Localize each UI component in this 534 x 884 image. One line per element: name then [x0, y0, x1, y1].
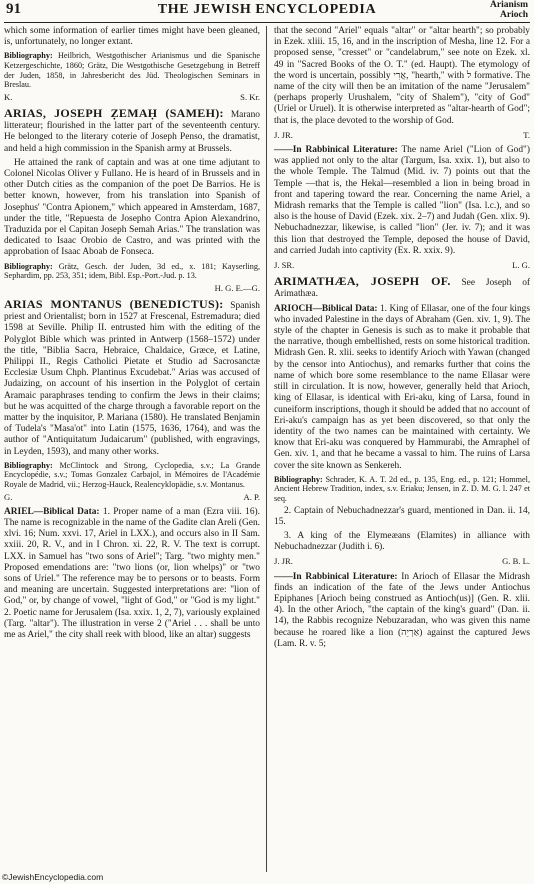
bibliography-label: Bibliography: [274, 474, 323, 484]
page-header [4, 0, 530, 23]
author-signature [4, 283, 260, 294]
paragraph: 3. A king of the Elymeæans (Elamites) in alliance with Nebuchadnezzar (Judith i. 6). [274, 530, 530, 553]
bibliography [4, 461, 260, 490]
bibliography-text: McClintock and Strong, Cyclopedia, s.v.; La Grande Encyclopédie, s.v.; Tomas Gonzalez Carbajol, in Mémoires de l'Académie Royale de Madrid, vii.; Herzog-Hauck, Realencyklopädie, s.v. Montanus. [4, 460, 261, 490]
continued-paragraph: which some information of earlier times might have been gleaned, is, unfortunately, no longer extant. [4, 26, 260, 48]
author-signature [4, 92, 260, 103]
signature-right: S. Kr. [240, 91, 260, 102]
page-number: 91 [6, 1, 21, 17]
bibliography-text: Schrader, K. A. T. 2d ed., p. 135, Eng. ed., p. 121; Hommel, Ancient Hebrew Tradition, index, s.v. Eriaku; Jensen, in Z. D. M. G. l. 247 et seq. [274, 474, 530, 503]
author-signature [274, 260, 530, 271]
entry-text: 1. King of Ellasar, one of the four kings who invaded Palestine in the days of Abraham (Gen. xiv. 1, 9). The style of the chapter in Genesis is such as to make it probable that the narrative, though embellished, rests on some historical tradition. Midrash Gen. R. xlii. seeks to identify Arioch with Yawan (changed by the censor into Antiochus), and remarks further that coins the name of which bore some resemblance to the name Ellasar were still in circulation. It is now, however, generally held that Arioch, king of Ellasar, is identical with Eri-aku, king of Larsa, found in cuneiform inscriptions, though it should be added that no account of Eri-aku's campaign has as yet been discovered, so that only the identity of the two names can be maintained with certainty. We know that Eri-aku was conquered by Hammurabi, the Amraphel of Gen. xiv. 1, and that he became a vassal to him. The ruins of Larsa cover the site known as Senkereh. [274, 303, 531, 471]
signature-left: J. JR. [274, 129, 293, 140]
signature-left: J. SR. [274, 260, 295, 271]
bibliography-label: Bibliography: [4, 51, 53, 61]
bibliography [274, 475, 530, 504]
entry-text: 1. Proper name of a man (Ezra viii. 16). The name is recognizable in the name of the Gadite clan Areli (Gen. xlvi. 16; Num. xxvi. 17, Ariel in LXX.), and occurs also in II Sam. xxiii. 20, R. V., and in I Chron. xi. 22, R. V. The text is corrupt. LXX. in Samuel has "two sons of Ariel"; Targ. "two mighty men." Proposed emendations are: "two lions (or, lion whelps)" or "two sons of Uriel." The reference may be to persons or to beasts. Form and meaning are uncertain. Suggested interpretations are: "lion of God," or, by change of vowel, "light of God," or "God is my light." 2. Poetic name for Jerusalem (Isa. xxix. 1, 2, 7), variously explained (Targ. "altar"). The illustration in verse 2 ("Ariel . . . shall be unto me as Ariel," the city shall reek with blood, like an altar) suggests [4, 506, 260, 641]
signature-right: H. G. E.—G. [214, 282, 260, 293]
entry-ariel [4, 507, 260, 641]
entry-heading: ARIEL—Biblical Data: [4, 506, 100, 517]
entry-arias-montanus [4, 298, 260, 458]
journal-title: THE JEWISH ENCYCLOPEDIA [157, 2, 377, 17]
entry-text: Spanish priest and Orientalist; born in 1527 at Frescenal, Estremadura; died 1598 at Seville. Philip II. entrusted him with the editing of the Polyglot Bible which was printed in Antwerp (1568–1572) under the title, "Biblia Sacra, Hebraice, Chaldaice, Græce, et Latine, Philippi II., Regis Catholici Pietate et Studio ad Sacrosanctæ Ecclesiæ Usum Chph. Plantinus Excudebat." Arias was accused of Judaizing, on account of his insertion in the Polyglot of certain Aramaic paraphrases tending to confirm the Jews in their claims; but he was acquitted of the charge through a favorable report on the matter by the inquisitor, P. Mariana (1580). He translated Benjamin of Tudela's "Masa'ot" into Latin (1575, 1636, 1764), and was the author of "Antiquitatum Judaicarum" (published, with engravings, in Leyden, 1593), and many other works. [4, 301, 260, 457]
cross-reference: See Joseph of Arimathæa. [274, 278, 530, 300]
author-signature [274, 130, 530, 141]
bibliography-label: Bibliography: [4, 261, 53, 271]
bibliography [4, 51, 260, 89]
entry-arimathaea [274, 275, 530, 300]
entry-heading: ARIAS MONTANUS (BENEDICTUS): [4, 297, 224, 312]
rabbinical-section [274, 572, 530, 650]
section-text: The name Ariel ("Lion of God") was applied not only to the altar (Targum, Isa. xxix. 1), but also to the whole Temple. The Talmud (Mid. iv. 7) points out that the Temple —that is, the Hekal—resembled a lion in being broad in front and tapering toward the rear. Concerning the name Ariel, a Midrash remarks that the Temple is called "lion" (Isa. l.c.), and so also is the house of David (Ezek. xix. 2–7) and Judah (Gen. xlix. 9). Nebuchadnezzar, likewise, is called "lion" (Jer. iv. 7); and it was this lion that destroyed the Temple, deposed the house of David, and carried Judah into captivity (Ex. R. xxix. 9). [274, 145, 530, 256]
continued-paragraph: that the second "Ariel" equals "altar" or "altar hearth"; so probably in Ezek. xliii. 15, 16, and in the inscription of Mesha, line 12. For a proposed sense, "cresset" or "candelabrum," see note on Ezek. xl. 49 in "Sacred Books of the O. T." (ed. Haupt). The etymology of the word is uncertain, possibly אֲרִי, "hearth," with ל formative. The name of the city will then be an imitation of the name "Jerusalem" (perhaps properly Urushalem, "city of Shalem"), "city of God" (Uriel or Uruel). It is otherwise interpreted as "altar-hearth of God"; that is, the place devoted to the worship of God. [274, 26, 530, 126]
bibliography [4, 262, 260, 281]
section-heading: ——In Rabbinical Literature: [274, 145, 398, 156]
bibliography-text: Heilbrich, Westgothischer Arianismus und die Spanische Ketzergeschichte, 1860; Grätz, Die Westgothische Gesetzgebung in Betreff der Juden, 1858, in Jahresbericht des Jüd. Theologischen Seminars in Breslau. [4, 51, 261, 90]
running-head-first: Arianism [490, 0, 528, 10]
author-signature [274, 556, 530, 567]
rabbinical-section [274, 145, 530, 257]
section-heading: ——In Rabbinical Literature: [274, 571, 398, 582]
signature-left: K. [4, 91, 13, 102]
signature-right: T. [523, 129, 530, 140]
bibliography-label: Bibliography: [4, 460, 53, 470]
paragraph: He attained the rank of captain and was at one time adjutant to Colonel Nicolas Oliver y Fullano. He is heard of in Brussels and in other Dutch cities as the companion of the poet De Barrios. He is better known, however, from his translation into Spanish of Josephus' "Contra Apionem," which appeared in Amsterdam, 1687, under the title, "Repuesta de Josepho Contra Apion Alexandrino, Traduzida por el Capitan Joseph Semah Arias." The translation was dedicated to Isaac Orobio de Castro, and was printed with the approbation of Isaac Aboab de Fonseca. [4, 157, 260, 258]
entry-heading: ARIOCH—Biblical Data: [274, 303, 378, 314]
entry-heading: ARIMATHÆA, JOSEPH OF. [274, 274, 451, 289]
signature-right: L. G. [512, 260, 530, 271]
entry-heading: ARIAS, JOSEPH ẒEMAḤ (SAMEH): [4, 105, 224, 120]
author-signature [4, 492, 260, 503]
bibliography-text: Grätz, Gesch. der Juden, 3d ed., x. 181; Kayserling, Sephardim, pp. 253, 351; idem, Bibl. Esp.-Port.-Jud. p. 13. [4, 261, 260, 281]
column-divider [266, 26, 267, 872]
paragraph: 2. Captain of Nebuchadnezzar's guard, mentioned in Dan. ii. 14, 15. [274, 505, 530, 527]
footer-credit: ©JewishEncyclopedia.com [2, 872, 104, 882]
running-head-second: Arioch [500, 10, 528, 20]
entry-text: Marano litterateur; flourished in the latter part of the seventeenth century. He belonged to the literary coterie of Joseph Penso, the dramatist, and held a high commission in the Spanish army at Brussels. [4, 109, 260, 154]
left-column [4, 26, 260, 644]
right-column [274, 26, 530, 653]
entry-arioch [274, 304, 530, 472]
signature-right: A. P. [243, 491, 260, 502]
signature-left: G. [4, 491, 13, 502]
signature-right: G. B. L. [502, 556, 530, 567]
entry-arias [4, 107, 260, 155]
running-head [490, 0, 528, 20]
section-text: In Arioch of Ellasar the Midrash finds an indication of the fate of the Jews under Antiochus Epiphanes [Arioch being construed as Antioch(us)] (Gen. R. xlii. 4). In the other Arioch, "the captain of the king's guard" (Dan. ii. 14), the Rabbis recognize Nebuzaradan, who was given this name because he roared like a lion (אַרְיֵה) against the captured Jews (Lam. R. v. 5; [274, 571, 530, 649]
signature-left: J. JR. [274, 556, 293, 567]
